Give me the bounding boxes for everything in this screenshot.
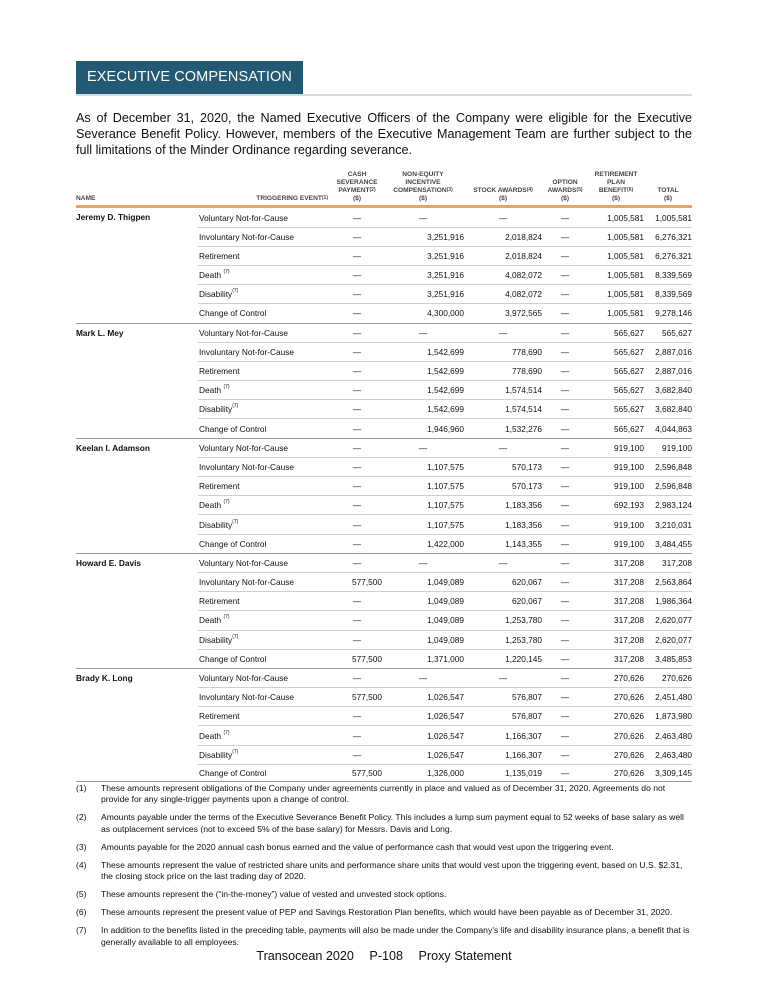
cell-non-equity: — — [382, 207, 464, 227]
cell-cash-severance: — — [332, 323, 382, 342]
table-row — [76, 323, 692, 342]
cell-non-equity: 1,049,089 — [382, 592, 464, 611]
footnote-number: (1) — [76, 782, 87, 793]
triggering-event: Involuntary Not-for-Cause — [198, 572, 332, 591]
footnote-ref: (7) — [232, 748, 239, 755]
cell-retirement-plan: 1,005,581 — [588, 207, 644, 227]
triggering-event: Change of Control — [198, 534, 332, 553]
triggering-event: Disability$^{(7)}$ — [198, 515, 332, 534]
footnote-ref: (7) — [223, 729, 230, 736]
cell-total: 270,626 — [644, 668, 692, 687]
table-row — [76, 668, 692, 687]
footnote-ref: (7) — [232, 288, 239, 295]
cell-cash-severance: — — [332, 438, 382, 457]
cell-cash-severance: 577,500 — [332, 688, 382, 707]
footnote-ref: (7) — [232, 403, 239, 410]
table-header-row — [76, 171, 692, 207]
cell-cash-severance: — — [332, 285, 382, 304]
cell-stock-awards: 570,173 — [464, 457, 542, 476]
cell-total: 3,682,840 — [644, 400, 692, 419]
cell-non-equity: 1,542,699 — [382, 400, 464, 419]
cell-cash-severance: — — [332, 400, 382, 419]
cell-cash-severance: — — [332, 745, 382, 764]
cell-non-equity: — — [382, 438, 464, 457]
cell-option-awards: — — [542, 400, 588, 419]
cell-non-equity: 1,326,000 — [382, 764, 464, 781]
cell-retirement-plan: 565,627 — [588, 381, 644, 400]
cell-total: 2,463,480 — [644, 726, 692, 745]
triggering-event: Voluntary Not-for-Cause — [198, 553, 332, 572]
footnote-ref: (7) — [223, 269, 230, 276]
cell-stock-awards: 4,082,072 — [464, 285, 542, 304]
cell-non-equity: 1,107,575 — [382, 496, 464, 515]
page — [76, 61, 692, 955]
footnote-number: (6) — [76, 907, 87, 918]
cell-stock-awards: 1,253,780 — [464, 630, 542, 649]
cell-non-equity: 1,049,089 — [382, 611, 464, 630]
cell-stock-awards: 1,183,356 — [464, 515, 542, 534]
footnote — [76, 783, 692, 806]
header-non-equity: NON-EQUITY INCENTIVE COMPENSATION$^{(3)}$ ($) — [382, 171, 464, 207]
footnote-text: Amounts payable under the terms of the Executive Severance Benefit Policy. This includes a lump sum payment equal to 52 weeks of base salary as well as outplacement services (not to exceed 5% of the base salary) for Messrs. Davis and Long. — [101, 812, 684, 834]
cell-stock-awards: — — [464, 553, 542, 572]
table-body — [76, 207, 692, 781]
cell-retirement-plan: 919,100 — [588, 457, 644, 476]
cell-non-equity: 1,026,547 — [382, 745, 464, 764]
cell-retirement-plan: 270,626 — [588, 668, 644, 687]
cell-retirement-plan: 565,627 — [588, 419, 644, 438]
cell-total: 3,682,840 — [644, 381, 692, 400]
cell-total: 2,463,480 — [644, 745, 692, 764]
cell-cash-severance: 577,500 — [332, 649, 382, 668]
cell-option-awards: — — [542, 764, 588, 781]
cell-non-equity: 3,251,916 — [382, 246, 464, 265]
cell-stock-awards: 1,166,307 — [464, 745, 542, 764]
triggering-event: Voluntary Not-for-Cause — [198, 438, 332, 457]
triggering-event: Involuntary Not-for-Cause — [198, 457, 332, 476]
triggering-event: Disability$^{(7)}$ — [198, 745, 332, 764]
cell-cash-severance: — — [332, 381, 382, 400]
footnote-ref: (7) — [232, 518, 239, 525]
cell-cash-severance: — — [332, 726, 382, 745]
cell-cash-severance: — — [332, 304, 382, 323]
cell-total: 2,887,016 — [644, 342, 692, 361]
cell-option-awards: — — [542, 361, 588, 380]
cell-retirement-plan: 919,100 — [588, 515, 644, 534]
cell-total: 6,276,321 — [644, 246, 692, 265]
cell-option-awards: — — [542, 745, 588, 764]
cell-stock-awards: 570,173 — [464, 477, 542, 496]
cell-non-equity: 1,371,000 — [382, 649, 464, 668]
cell-cash-severance: — — [332, 361, 382, 380]
cell-stock-awards: — — [464, 668, 542, 687]
cell-non-equity: 3,251,916 — [382, 285, 464, 304]
cell-option-awards: — — [542, 323, 588, 342]
triggering-event: Involuntary Not-for-Cause — [198, 342, 332, 361]
cell-cash-severance: — — [332, 227, 382, 246]
triggering-event: Voluntary Not-for-Cause — [198, 207, 332, 227]
cell-option-awards: — — [542, 534, 588, 553]
cell-total: 3,484,455 — [644, 534, 692, 553]
footnote — [76, 860, 692, 883]
cell-total: 8,339,569 — [644, 285, 692, 304]
cell-total: 2,887,016 — [644, 361, 692, 380]
cell-total: 2,620,077 — [644, 630, 692, 649]
cell-stock-awards: — — [464, 323, 542, 342]
cell-total: 2,451,480 — [644, 688, 692, 707]
cell-option-awards: — — [542, 515, 588, 534]
cell-non-equity: 1,026,547 — [382, 726, 464, 745]
triggering-event: Death $^{(7)}$ — [198, 611, 332, 630]
cell-retirement-plan: 317,208 — [588, 630, 644, 649]
cell-retirement-plan: 270,626 — [588, 688, 644, 707]
cell-cash-severance: — — [332, 553, 382, 572]
cell-non-equity: — — [382, 668, 464, 687]
cell-cash-severance: — — [332, 592, 382, 611]
cell-non-equity: 1,026,547 — [382, 707, 464, 726]
cell-stock-awards: 1,166,307 — [464, 726, 542, 745]
cell-total: 1,005,581 — [644, 207, 692, 227]
header-name: NAME — [76, 171, 198, 207]
footnote-text: Amounts payable for the 2020 annual cash bonus earned and the value of performance cash that would vest upon the triggering event. — [101, 841, 614, 852]
cell-cash-severance: 577,500 — [332, 572, 382, 591]
cell-option-awards: — — [542, 630, 588, 649]
cell-cash-severance: — — [332, 496, 382, 515]
cell-option-awards: — — [542, 726, 588, 745]
executive-name: Keelan I. Adamson — [76, 438, 198, 553]
cell-retirement-plan: 317,208 — [588, 572, 644, 591]
triggering-event: Change of Control — [198, 304, 332, 323]
cell-cash-severance: — — [332, 515, 382, 534]
cell-retirement-plan: 565,627 — [588, 342, 644, 361]
triggering-event: Death $^{(7)}$ — [198, 726, 332, 745]
cell-non-equity: 1,107,575 — [382, 515, 464, 534]
cell-cash-severance: — — [332, 707, 382, 726]
cell-non-equity: 1,542,699 — [382, 342, 464, 361]
cell-stock-awards: 1,143,355 — [464, 534, 542, 553]
footnote-number: (4) — [76, 859, 87, 870]
cell-non-equity: 1,946,960 — [382, 419, 464, 438]
triggering-event: Disability$^{(7)}$ — [198, 630, 332, 649]
cell-option-awards: — — [542, 668, 588, 687]
cell-option-awards: — — [542, 649, 588, 668]
cell-option-awards: — — [542, 438, 588, 457]
executive-name: Mark L. Mey — [76, 323, 198, 438]
cell-non-equity: 4,300,000 — [382, 304, 464, 323]
severance-table — [76, 171, 692, 782]
cell-total: 6,276,321 — [644, 227, 692, 246]
footnote-number: (2) — [76, 812, 87, 823]
cell-retirement-plan: 270,626 — [588, 745, 644, 764]
footnote-text: These amounts represent the present value of PEP and Savings Restoration Plan benefits, which would have been payable as of December 31, 2020. — [101, 907, 673, 918]
cell-retirement-plan: 919,100 — [588, 477, 644, 496]
cell-retirement-plan: 1,005,581 — [588, 227, 644, 246]
cell-option-awards: — — [542, 304, 588, 323]
cell-cash-severance: 577,500 — [332, 764, 382, 781]
cell-stock-awards: 1,135,019 — [464, 764, 542, 781]
cell-stock-awards: 4,082,072 — [464, 265, 542, 284]
cell-retirement-plan: 270,626 — [588, 707, 644, 726]
executive-name: Jeremy D. Thigpen — [76, 207, 198, 323]
cell-non-equity: 1,107,575 — [382, 457, 464, 476]
cell-option-awards: — — [542, 381, 588, 400]
section-header — [76, 61, 692, 96]
cell-option-awards: — — [542, 688, 588, 707]
cell-option-awards: — — [542, 457, 588, 476]
footnote-ref: (7) — [223, 614, 230, 621]
cell-non-equity: — — [382, 553, 464, 572]
cell-stock-awards: 576,807 — [464, 688, 542, 707]
cell-total: 2,563,864 — [644, 572, 692, 591]
cell-option-awards: — — [542, 265, 588, 284]
cell-retirement-plan: 565,627 — [588, 323, 644, 342]
cell-non-equity: — — [382, 323, 464, 342]
cell-cash-severance: — — [332, 477, 382, 496]
triggering-event: Death $^{(7)}$ — [198, 381, 332, 400]
cell-option-awards: — — [542, 611, 588, 630]
triggering-event: Change of Control — [198, 649, 332, 668]
header-retirement-plan: RETIREMENT PLAN BENEFIT$^{(6)}$ ($) — [588, 171, 644, 207]
triggering-event: Retirement — [198, 707, 332, 726]
executive-name: Howard E. Davis — [76, 553, 198, 668]
table-row — [76, 207, 692, 227]
triggering-event: Retirement — [198, 477, 332, 496]
cell-option-awards: — — [542, 342, 588, 361]
triggering-event: Retirement — [198, 361, 332, 380]
header-triggering-event: TRIGGERING EVENT$^{(1)}$ — [198, 171, 332, 207]
cell-total: 3,210,031 — [644, 515, 692, 534]
triggering-event: Disability$^{(7)}$ — [198, 285, 332, 304]
cell-retirement-plan: 317,208 — [588, 553, 644, 572]
cell-option-awards: — — [542, 572, 588, 591]
footer-document: Proxy Statement — [418, 949, 512, 963]
footer-page-number: P-108 — [369, 949, 404, 963]
cell-total: 1,873,980 — [644, 707, 692, 726]
cell-total: 2,596,848 — [644, 457, 692, 476]
cell-retirement-plan: 270,626 — [588, 764, 644, 781]
cell-stock-awards: — — [464, 438, 542, 457]
cell-cash-severance: — — [332, 419, 382, 438]
footnote-text: In addition to the benefits listed in the preceding table, payments will also be made under the Company’s life and disability insurance plans, a benefit that is generally available to all employees. — [101, 925, 690, 947]
cell-option-awards: — — [542, 227, 588, 246]
triggering-event: Death $^{(7)}$ — [198, 265, 332, 284]
cell-total: 2,983,124 — [644, 496, 692, 515]
cell-non-equity: 1,026,547 — [382, 688, 464, 707]
cell-non-equity: 3,251,916 — [382, 265, 464, 284]
cell-stock-awards: 3,972,565 — [464, 304, 542, 323]
cell-cash-severance: — — [332, 207, 382, 227]
footnote-text: These amounts represent obligations of the Company under agreements currently in place and valued as of December 31, 2020. Agreements do not provide for any single-trigger payments upon a change of control. — [101, 782, 666, 805]
footer-company: Transocean 2020 — [256, 949, 354, 963]
cell-stock-awards: 1,574,514 — [464, 381, 542, 400]
cell-cash-severance: — — [332, 457, 382, 476]
cell-retirement-plan: 1,005,581 — [588, 285, 644, 304]
triggering-event: Involuntary Not-for-Cause — [198, 688, 332, 707]
footnote — [76, 925, 692, 948]
header-total: TOTAL ($) — [644, 171, 692, 207]
cell-retirement-plan: 919,100 — [588, 438, 644, 457]
cell-stock-awards: 1,183,356 — [464, 496, 542, 515]
cell-cash-severance: — — [332, 342, 382, 361]
cell-non-equity: 1,542,699 — [382, 361, 464, 380]
footnote — [76, 812, 692, 835]
cell-stock-awards: 2,018,824 — [464, 246, 542, 265]
footnote-text: These amounts represent the (“in-the-money”) value of vested and unvested stock options. — [101, 889, 447, 900]
triggering-event: Voluntary Not-for-Cause — [198, 668, 332, 687]
intro-paragraph: As of December 31, 2020, the Named Executive Officers of the Company were eligible for the Executive Severance Benefit Policy. However, members of the Executive Management Team are further subject to the full limitations of the Minder Ordinance regarding severance. — [76, 111, 692, 157]
cell-stock-awards: — — [464, 207, 542, 227]
footnote — [76, 889, 692, 901]
cell-total: 3,485,853 — [644, 649, 692, 668]
cell-retirement-plan: 1,005,581 — [588, 246, 644, 265]
cell-total: 565,627 — [644, 323, 692, 342]
cell-option-awards: — — [542, 477, 588, 496]
footnote — [76, 907, 692, 919]
cell-non-equity: 1,107,575 — [382, 477, 464, 496]
cell-total: 919,100 — [644, 438, 692, 457]
cell-retirement-plan: 692,193 — [588, 496, 644, 515]
cell-retirement-plan: 317,208 — [588, 611, 644, 630]
triggering-event: Change of Control — [198, 764, 332, 781]
triggering-event: Retirement — [198, 246, 332, 265]
triggering-event: Involuntary Not-for-Cause — [198, 227, 332, 246]
footnotes — [76, 783, 692, 949]
cell-cash-severance: — — [332, 630, 382, 649]
triggering-event: Death $^{(7)}$ — [198, 496, 332, 515]
cell-retirement-plan: 270,626 — [588, 726, 644, 745]
cell-stock-awards: 620,067 — [464, 572, 542, 591]
footnote-number: (3) — [76, 841, 87, 852]
cell-retirement-plan: 317,208 — [588, 649, 644, 668]
cell-cash-severance: — — [332, 246, 382, 265]
cell-cash-severance: — — [332, 611, 382, 630]
cell-stock-awards: 576,807 — [464, 707, 542, 726]
cell-retirement-plan: 919,100 — [588, 534, 644, 553]
cell-stock-awards: 620,067 — [464, 592, 542, 611]
cell-stock-awards: 1,574,514 — [464, 400, 542, 419]
cell-option-awards: — — [542, 207, 588, 227]
triggering-event: Disability$^{(7)}$ — [198, 400, 332, 419]
table-row — [76, 438, 692, 457]
cell-option-awards: — — [542, 553, 588, 572]
header-option-awards: OPTION AWARDS$^{(5)}$ ($) — [542, 171, 588, 207]
footnote — [76, 842, 692, 854]
cell-retirement-plan: 317,208 — [588, 592, 644, 611]
footnote-number: (7) — [76, 925, 87, 936]
cell-non-equity: 1,542,699 — [382, 381, 464, 400]
cell-cash-severance: — — [332, 265, 382, 284]
cell-option-awards: — — [542, 419, 588, 438]
triggering-event: Change of Control — [198, 419, 332, 438]
cell-total: 8,339,569 — [644, 265, 692, 284]
cell-cash-severance: — — [332, 534, 382, 553]
footnote-ref: (7) — [223, 384, 230, 391]
footnote-ref: (7) — [223, 499, 230, 506]
cell-stock-awards: 1,532,276 — [464, 419, 542, 438]
cell-total: 3,309,145 — [644, 764, 692, 781]
cell-stock-awards: 2,018,824 — [464, 227, 542, 246]
executive-name: Brady K. Long — [76, 668, 198, 781]
header-cash-severance: CASH SEVERANCE PAYMENT$^{(2)}$ ($) — [332, 171, 382, 207]
triggering-event: Retirement — [198, 592, 332, 611]
cell-total: 9,278,146 — [644, 304, 692, 323]
cell-retirement-plan: 1,005,581 — [588, 265, 644, 284]
footnote-ref: (7) — [232, 633, 239, 640]
triggering-event: Voluntary Not-for-Cause — [198, 323, 332, 342]
cell-total: 317,208 — [644, 553, 692, 572]
cell-non-equity: 1,049,089 — [382, 630, 464, 649]
cell-non-equity: 3,251,916 — [382, 227, 464, 246]
cell-total: 2,620,077 — [644, 611, 692, 630]
page-footer — [0, 949, 768, 963]
cell-option-awards: — — [542, 592, 588, 611]
cell-cash-severance: — — [332, 668, 382, 687]
cell-option-awards: — — [542, 707, 588, 726]
section-title: EXECUTIVE COMPENSATION — [76, 61, 303, 94]
cell-retirement-plan: 565,627 — [588, 361, 644, 380]
cell-non-equity: 1,049,089 — [382, 572, 464, 591]
cell-retirement-plan: 1,005,581 — [588, 304, 644, 323]
cell-stock-awards: 778,690 — [464, 361, 542, 380]
cell-stock-awards: 778,690 — [464, 342, 542, 361]
footnote-number: (5) — [76, 889, 87, 900]
cell-option-awards: — — [542, 285, 588, 304]
cell-option-awards: — — [542, 496, 588, 515]
cell-stock-awards: 1,220,145 — [464, 649, 542, 668]
cell-total: 1,986,364 — [644, 592, 692, 611]
footnote-text: These amounts represent the value of restricted share units and performance share units that would vest upon the triggering event, based on U.S. $2.31, the closing stock price on the last trading day of 2020. — [101, 859, 683, 882]
table-row — [76, 553, 692, 572]
header-stock-awards: STOCK AWARDS$^{(4)}$ ($) — [464, 171, 542, 207]
cell-total: 2,596,848 — [644, 477, 692, 496]
cell-stock-awards: 1,253,780 — [464, 611, 542, 630]
cell-total: 4,044,863 — [644, 419, 692, 438]
cell-option-awards: — — [542, 246, 588, 265]
cell-non-equity: 1,422,000 — [382, 534, 464, 553]
cell-retirement-plan: 565,627 — [588, 400, 644, 419]
